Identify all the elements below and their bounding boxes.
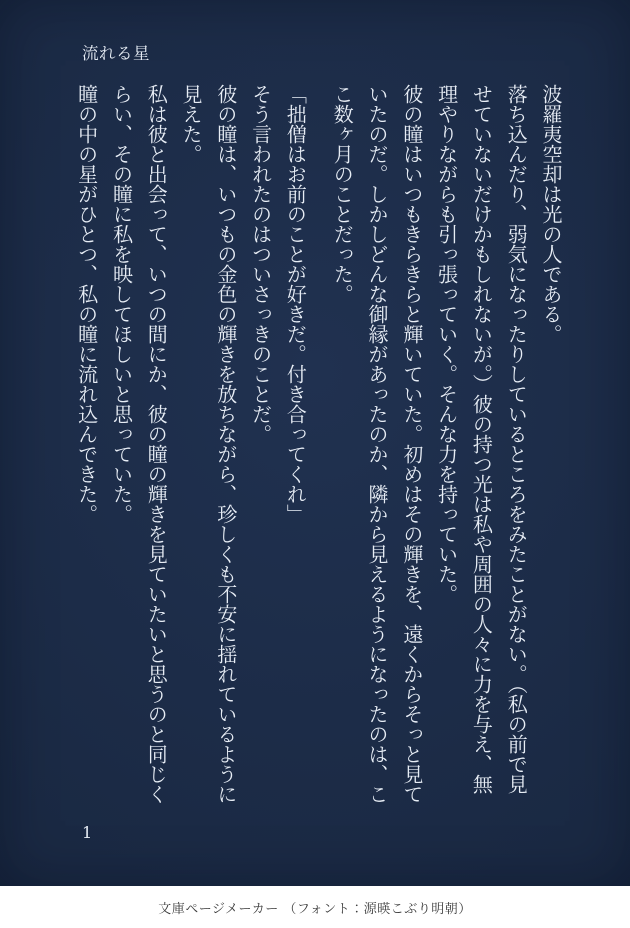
text-line: せていないだけかもしれないが。）彼の持つ光は私や周囲の人々に力を与え、無 — [469, 84, 494, 794]
text-line: らい、その瞳に私を映してほしいと思っていた。 — [109, 84, 134, 524]
text-line: 落ち込んだり、弱気になったりしているところをみたことがない。（私の前で見 — [504, 84, 529, 794]
text-line: そう言われたのはついさっきのことだ。 — [248, 84, 273, 444]
page-number: 1 — [82, 823, 93, 842]
text-line: 私は彼と出会って、いつの間にか、彼の瞳の輝きを見ていたいと思うのと同じく — [144, 84, 169, 804]
page-title: 流れる星 — [82, 44, 150, 63]
text-line: 理やりながらも引っ張っていく。そんな力を持っていた。 — [434, 84, 459, 604]
footer-band — [0, 886, 630, 928]
generator-credit: 文庫ページメーカー （フォント：源暎こぶり明朝） — [158, 901, 472, 917]
text-line: いたのだ。しかしどんな御縁があったのか、隣から見えるようになったのは、こ — [365, 84, 390, 804]
text-line: こ数ヶ月のことだった。 — [330, 84, 355, 304]
text-line: 彼の瞳は、いつもの金色の輝きを放ちながら、珍しくも不安に揺れているように — [213, 84, 238, 804]
text-line: 見えた。 — [179, 84, 204, 164]
text-line: 彼の瞳はいつもきらきらと輝いていた。初めはその輝きを、遠くからそっと見て — [399, 84, 424, 804]
text-line: 瞳の中の星がひとつ、私の瞳に流れ込んできた。 — [74, 84, 99, 524]
body-text — [69, 84, 568, 806]
text-line: 「拙僧はお前のことが好きだ。付き合ってくれ」 — [283, 84, 308, 524]
text-line: 波羅夷空却は光の人である。 — [539, 84, 563, 344]
